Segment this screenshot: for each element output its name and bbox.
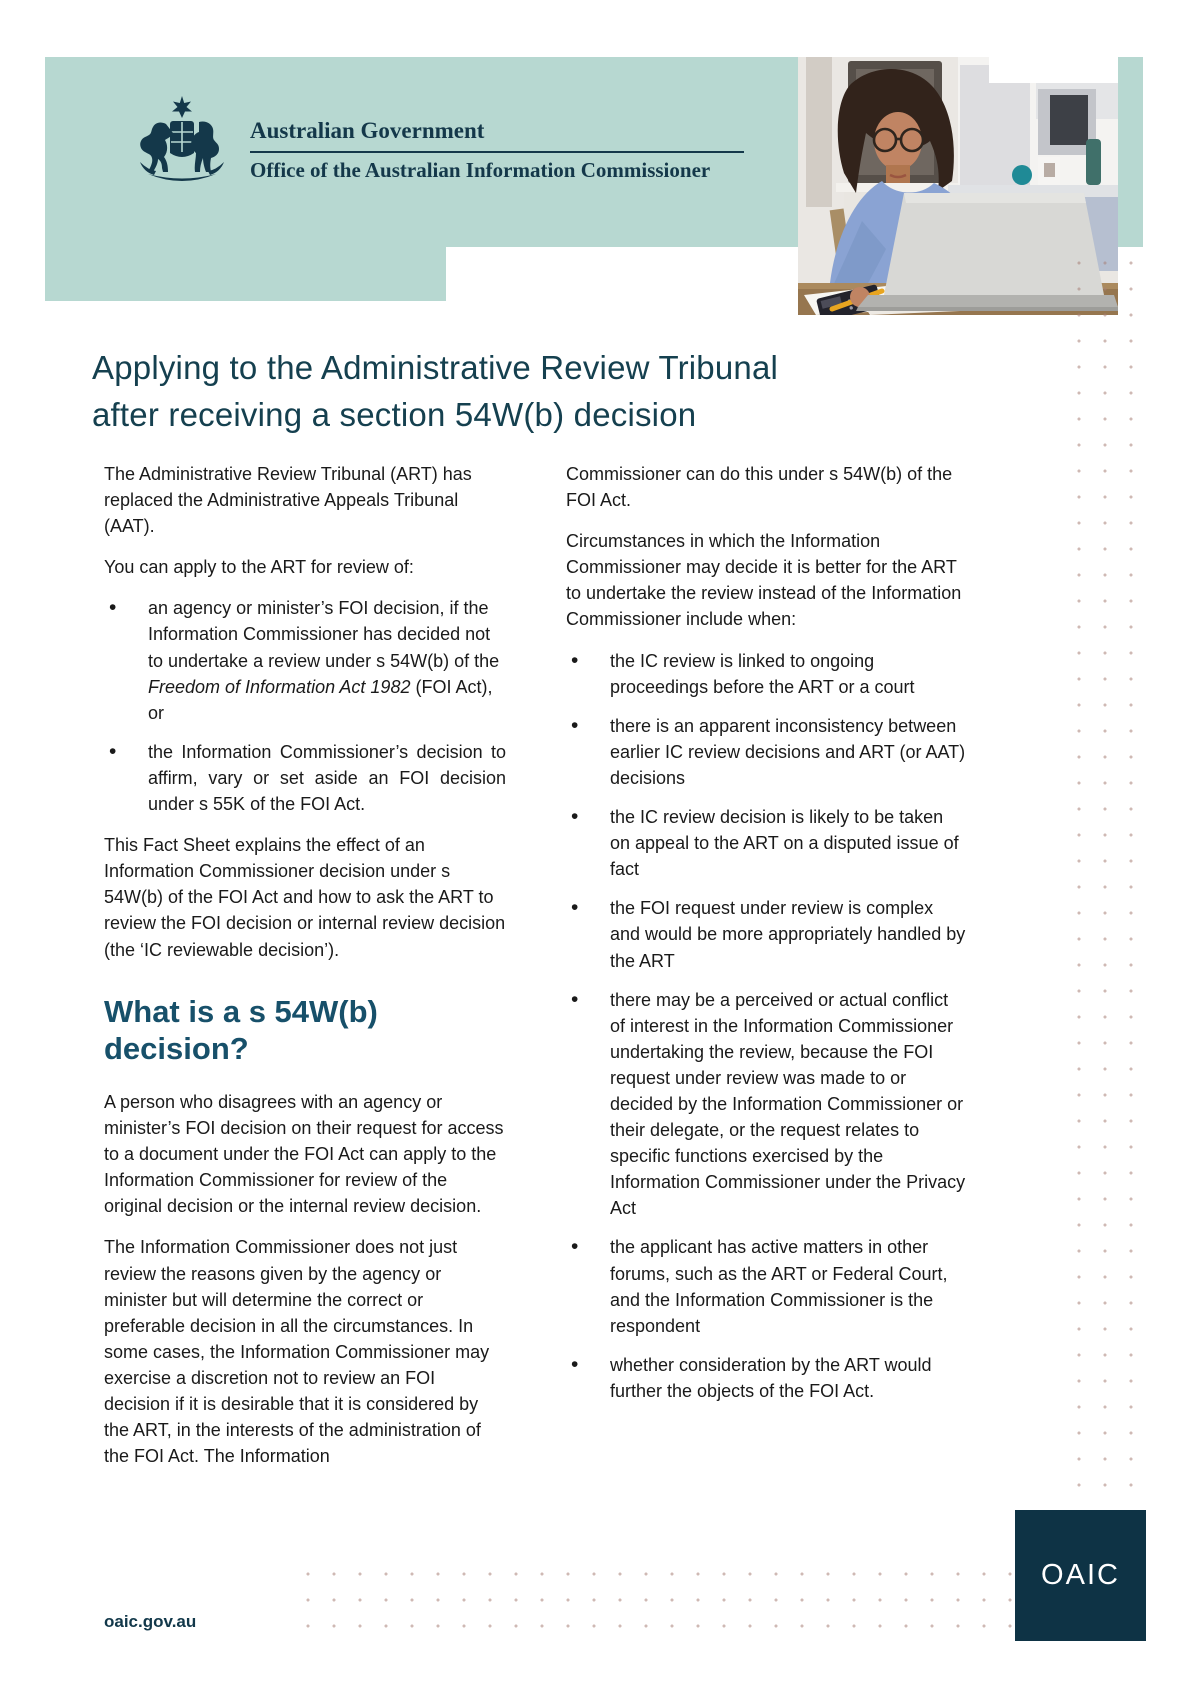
- text-segment: What is a s 54W(b) decision?: [104, 993, 378, 1066]
- australian-coat-of-arms-icon: [126, 94, 238, 198]
- text-segment: the Information Commissioner’s decision to affirm, vary or set aside an FOI decision under s 55K of the FOI Act.: [148, 741, 506, 815]
- text-segment: the IC review is linked to ongoing proceedings before the ART or a court: [610, 650, 915, 697]
- header-gov-label: Australian Government: [250, 118, 485, 143]
- text-segment: The Administrative Review Tribunal (ART) has replaced the Administrative Appeals Tribunal (AAT).: [104, 464, 472, 537]
- oaic-logo-text: OAIC: [1041, 1559, 1120, 1591]
- text-segment: the applicant has active matters in other forums, such as the ART or Federal Court, and the Information Commissioner is the respondent: [610, 1237, 948, 1336]
- paragraph: [566, 461, 968, 513]
- bullet-item: [566, 1352, 968, 1404]
- text-segment: This Fact Sheet explains the effect of an Information Commissioner decision under s 54W(b) of the FOI Act and how to ask the ART to review the FOI decision or internal review decision (the ‘IC reviewable decision’).: [104, 835, 506, 960]
- page-title-line1: Applying to the Administrative Review Tribunal: [92, 349, 779, 386]
- header-office-label: Office of the Australian Information Commissioner: [250, 158, 711, 182]
- header-teal-band-extension: [45, 246, 446, 301]
- text-segment: The Information Commissioner does not just review the reasons given by the agency or minister but will determine the correct or preferable decision in all the circumstances. In some cases, the Information Commissioner may exercise a discretion not to review an FOI decision if it is desirable that it is considered by the ART, in the interests of the administration of the FOI Act. The Information: [104, 1237, 490, 1467]
- paragraph: [566, 528, 968, 632]
- text-segment: (FOI Act), or: [148, 676, 493, 723]
- bullet-item: [104, 739, 506, 817]
- page-title: [92, 345, 1072, 439]
- paragraph: [104, 832, 506, 962]
- bullet-item: [104, 595, 506, 725]
- bullet-item: [566, 713, 968, 791]
- footer-website-link[interactable]: oaic.gov.au: [104, 1612, 197, 1631]
- page-title-line2: after receiving a section 54W(b) decision: [92, 395, 697, 433]
- text-segment: A person who disagrees with an agency or minister’s FOI decision on their request for access to a document under the FOI Act can apply to the Information Commissioner for review of the original decision or the internal review decision.: [104, 1091, 504, 1217]
- bullet-item: [566, 1234, 968, 1338]
- paragraph: [104, 554, 506, 580]
- paragraph: [104, 1089, 506, 1219]
- bullet-item: [566, 648, 968, 700]
- text-segment: Circumstances in which the Information Commissioner may decide it is better for the ART to undertake the review instead of the Information Commissioner include when:: [566, 531, 962, 630]
- text-segment: an agency or minister’s FOI decision, if the Information Commissioner has decided not to undertake a review under s 54W(b) of the: [148, 598, 500, 671]
- header-divider: [250, 151, 744, 153]
- dot-grid-right: [1066, 250, 1146, 1502]
- italic-text: Freedom of Information Act 1982: [148, 676, 411, 697]
- oaic-logo-box: [1015, 1510, 1146, 1641]
- right-column: [566, 461, 968, 1419]
- text-segment: there may be a perceived or actual conflict of interest in the Information Commissioner undertaking the review, because the FOI request under review was made to or decided by the Information Commissioner or their delegate, or the request relates to specific functions exercised by the Information Commissioner under the Privacy Act: [610, 989, 966, 1219]
- text-segment: the IC review decision is likely to be taken on appeal to the ART on a disputed issue of fact: [610, 807, 959, 880]
- bullet-item: [566, 895, 968, 973]
- text-segment: there is an apparent inconsistency between earlier IC review decisions and ART (or AAT) decisions: [610, 715, 966, 788]
- bullet-item: [566, 987, 968, 1222]
- text-segment: Commissioner can do this under s 54W(b) of the FOI Act.: [566, 464, 953, 511]
- bullet-list: [566, 648, 968, 1404]
- text-segment: the FOI request under review is complex and would be more appropriately handled by the ART: [610, 898, 966, 971]
- text-segment: whether consideration by the ART would further the objects of the FOI Act.: [610, 1354, 932, 1401]
- text-segment: You can apply to the ART for review of:: [104, 557, 414, 578]
- left-column: [104, 461, 506, 1484]
- section-heading: [104, 993, 506, 1067]
- paragraph: [104, 461, 506, 539]
- dot-grid-bottom: [295, 1561, 1017, 1640]
- bullet-item: [566, 804, 968, 882]
- bullet-list: [104, 595, 506, 817]
- paragraph: [104, 1234, 506, 1469]
